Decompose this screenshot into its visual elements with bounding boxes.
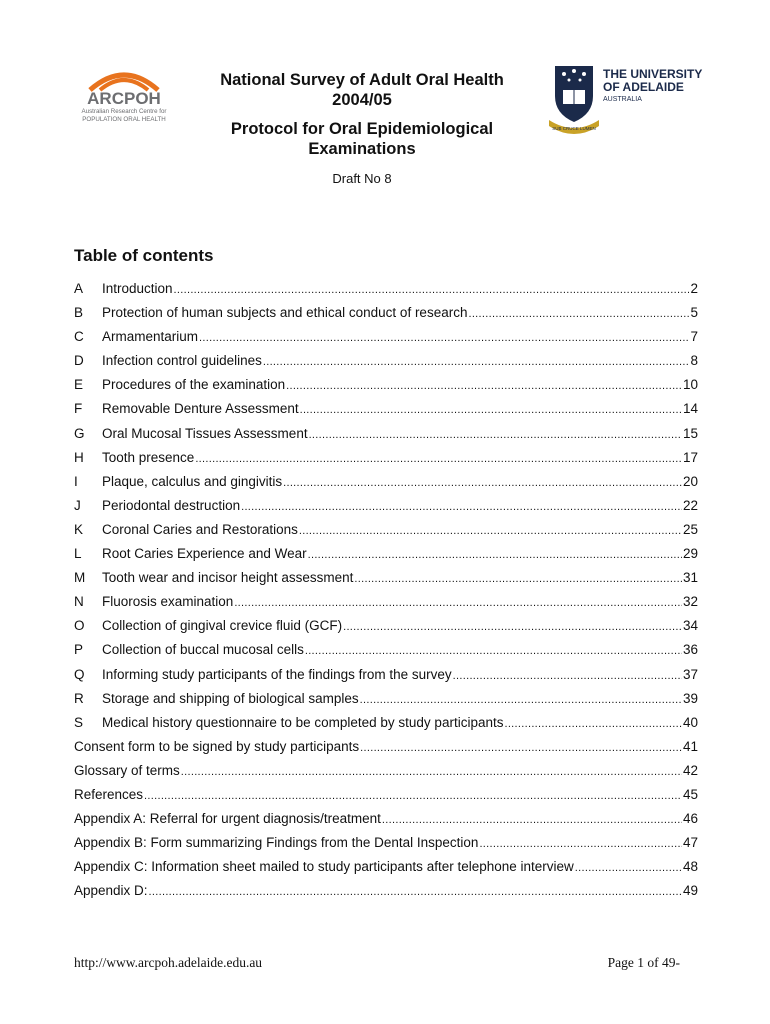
page-footer (74, 955, 680, 971)
toc-entry[interactable] (74, 401, 698, 425)
toc-dot-leader (468, 308, 689, 320)
toc-entry[interactable] (74, 377, 698, 401)
toc-entry-title: Collection of gingival crevice fluid (GCF) (102, 618, 343, 634)
toc-entry-page: 17 (682, 449, 698, 465)
toc-entry-page: 48 (682, 859, 698, 875)
toc-entry[interactable] (74, 426, 698, 450)
toc-entry-page: 14 (682, 401, 698, 417)
toc-entry-letter: A (74, 281, 84, 296)
toc-entry[interactable] (74, 763, 698, 787)
toc-entry-title: Introduction (102, 281, 173, 296)
toc-entry[interactable] (74, 474, 698, 498)
toc-entry[interactable] (74, 787, 698, 811)
toc-dot-leader (504, 718, 682, 730)
toc-entry-title: Collection of buccal mucosal cells (102, 642, 304, 658)
toc-entry-title: Storage and shipping of biological samples (102, 690, 359, 706)
toc-dot-leader (354, 573, 682, 585)
toc-entry-page: 34 (682, 618, 698, 634)
toc-entry-title: Coronal Caries and Restorations (102, 521, 298, 537)
toc-entry-page: 42 (682, 762, 698, 778)
arcpoh-subtitle-1: Australian Research Centre for (81, 108, 167, 115)
toc-entry-letter: R (74, 690, 84, 706)
toc-dot-leader (305, 645, 682, 657)
toc-entry[interactable] (74, 811, 698, 835)
toc-dot-leader (382, 814, 682, 826)
toc-dot-leader (343, 621, 682, 633)
toc-entry-page: 22 (682, 497, 698, 513)
toc-entry-page: 37 (682, 666, 698, 682)
toc-dot-leader (300, 404, 682, 416)
toc-entry-page: 46 (682, 811, 698, 827)
toc-entry-page: 40 (682, 714, 698, 730)
toc-dot-leader (286, 380, 682, 392)
toc-entry-letter: K (74, 521, 84, 537)
toc-entry-title: Infection control guidelines (102, 353, 262, 369)
toc-dot-leader (234, 597, 682, 609)
title-line-2: 2004/05 (332, 91, 392, 109)
toc-entry-page: 7 (690, 329, 698, 345)
toc-dot-leader (181, 766, 682, 778)
toc-entry-title: Appendix B: Form summarizing Findings from the Dental Inspection (74, 835, 479, 851)
toc-entry[interactable] (74, 498, 698, 522)
toc-dot-leader (263, 356, 690, 368)
toc-entry-page: 45 (682, 786, 698, 802)
footer-url[interactable]: http://www.arcpoh.adelaide.edu.au (74, 955, 263, 970)
toc-entry-letter: L (74, 546, 82, 562)
arcpoh-subtitle-2: POPULATION ORAL HEALTH (82, 116, 166, 123)
toc-entry-title: Periodontal destruction (102, 497, 241, 513)
toc-entry-letter: I (74, 473, 78, 489)
toc-entry-page: 5 (690, 305, 698, 321)
toc-entry-letter: F (74, 401, 83, 417)
toc-entry[interactable] (74, 667, 698, 691)
toc-entry-letter: O (74, 618, 85, 634)
toc-list (74, 281, 698, 907)
toc-entry[interactable] (74, 835, 698, 859)
toc-entry[interactable] (74, 594, 698, 618)
toc-dot-leader (309, 429, 682, 441)
toc-entry-page: 36 (682, 642, 698, 658)
toc-entry-letter: D (74, 353, 84, 369)
toc-entry-letter: Q (74, 666, 85, 682)
toc-dot-leader (199, 332, 689, 344)
adelaide-name-1: THE UNIVERSITY (603, 67, 703, 81)
arcpoh-logo (72, 66, 176, 126)
document-title-block (190, 70, 534, 186)
arcpoh-acronym: ARCPOH (87, 89, 161, 108)
adelaide-name-2: OF ADELAIDE (603, 80, 684, 94)
toc-entry-title: Tooth presence (102, 449, 195, 465)
toc-entry-page: 41 (682, 738, 698, 754)
toc-entry[interactable] (74, 691, 698, 715)
toc-entry-letter: G (74, 425, 85, 441)
toc-entry-page: 8 (690, 353, 698, 369)
toc-dot-leader (195, 453, 682, 465)
toc-entry[interactable] (74, 522, 698, 546)
toc-entry[interactable] (74, 281, 698, 305)
toc-entry[interactable] (74, 353, 698, 377)
toc-entry-page: 29 (682, 546, 698, 562)
toc-entry-page: 32 (682, 594, 698, 610)
toc-entry-letter: M (74, 570, 86, 586)
toc-dot-leader (308, 549, 682, 561)
toc-entry-title: Plaque, calculus and gingivitis (102, 473, 283, 489)
toc-entry-letter: B (74, 305, 84, 321)
toc-dot-leader (453, 670, 682, 682)
toc-heading: Table of contents (74, 246, 214, 265)
toc-entry-title: Root Caries Experience and Wear (102, 546, 307, 562)
toc-entry-title: Tooth wear and incisor height assessment (102, 570, 354, 586)
toc-entry-title: Oral Mucosal Tissues Assessment (102, 425, 308, 441)
toc-entry-letter: N (74, 594, 84, 610)
toc-entry[interactable] (74, 642, 698, 666)
toc-entry-page: 10 (682, 377, 698, 393)
toc-entry-letter: P (74, 642, 84, 658)
toc-entry-title: References (74, 786, 144, 802)
toc-dot-leader (144, 790, 682, 802)
title-line-1: National Survey of Adult Oral Health (220, 71, 504, 89)
toc-entry-letter: H (74, 449, 84, 465)
toc-dot-leader (299, 525, 682, 537)
toc-dot-leader (241, 501, 682, 513)
footer-page-number: Page 1 of 49- (607, 955, 680, 970)
toc-entry-letter: C (74, 329, 84, 345)
toc-dot-leader (360, 694, 682, 706)
toc-entry-title: Informing study participants of the findings from the survey (102, 666, 452, 682)
toc-entry[interactable] (74, 450, 698, 474)
toc-dot-leader (174, 284, 690, 296)
toc-entry-letter: S (74, 714, 84, 730)
toc-entry-title: Medical history questionnaire to be completed by study participants (102, 714, 504, 730)
toc-entry-title: Glossary of terms (74, 762, 180, 778)
adelaide-motto: SUB CRUCE LUMEN (552, 126, 596, 131)
toc-entry-title: Removable Denture Assessment (102, 401, 299, 417)
toc-entry-page: 15 (682, 425, 698, 441)
draft-number: Draft No 8 (332, 171, 392, 186)
toc-entry-title: Appendix C: Information sheet mailed to study participants after telephone interview (74, 859, 574, 875)
toc-entry[interactable] (74, 546, 698, 570)
toc-entry[interactable] (74, 329, 698, 353)
toc-dot-leader (149, 886, 682, 898)
toc-entry-page: 20 (682, 473, 698, 489)
toc-entry-title: Procedures of the examination (102, 377, 286, 393)
toc-entry[interactable] (74, 570, 698, 594)
toc-dot-leader (479, 838, 682, 850)
adelaide-logo (547, 62, 707, 138)
toc-entry-letter: J (74, 497, 81, 513)
toc-entry-title: Appendix D: (74, 883, 148, 899)
toc-entry-letter: E (74, 377, 84, 393)
toc-entry-page: 31 (682, 570, 698, 586)
toc-dot-leader (575, 862, 682, 874)
toc-entry[interactable] (74, 715, 698, 739)
toc-dot-leader (283, 477, 682, 489)
title-line-4: Examinations (308, 140, 416, 158)
toc-entry[interactable] (74, 883, 698, 907)
toc-entry-title: Fluorosis examination (102, 594, 234, 610)
toc-entry-title: Consent form to be signed by study participants (74, 738, 360, 754)
toc-entry-page: 49 (682, 883, 698, 899)
toc-entry[interactable] (74, 305, 698, 329)
adelaide-country: AUSTRALIA (603, 96, 642, 103)
toc-entry-page: 47 (682, 835, 698, 851)
toc-dot-leader (360, 742, 682, 754)
toc-entry[interactable] (74, 739, 698, 763)
toc-entry[interactable] (74, 618, 698, 642)
toc-entry-title: Protection of human subjects and ethical conduct of research (102, 305, 468, 321)
toc-entry-page: 39 (682, 690, 698, 706)
toc-entry[interactable] (74, 859, 698, 883)
toc-entry-title: Armamentarium (102, 329, 199, 345)
title-line-3: Protocol for Oral Epidemiological (230, 120, 494, 138)
toc-entry-page: 25 (682, 521, 698, 537)
toc-entry-page: 2 (690, 281, 698, 296)
toc-entry-title: Appendix A: Referral for urgent diagnosis/treatment (74, 811, 381, 827)
